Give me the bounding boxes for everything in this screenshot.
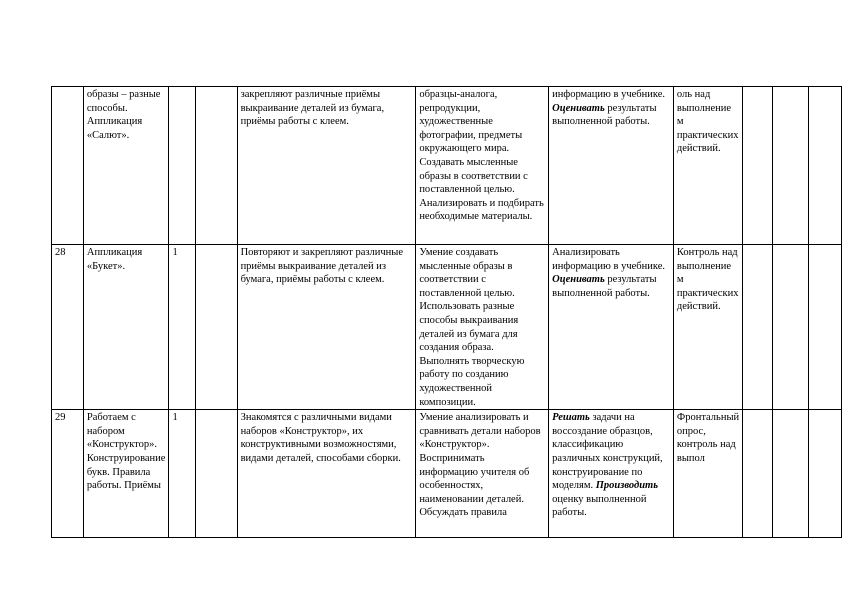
- lesson-date-cell: [196, 87, 237, 245]
- lesson-number-cell: 29: [52, 410, 84, 538]
- extra-cell-2: [773, 245, 809, 410]
- lesson-date-cell: [196, 410, 237, 538]
- universal-emphasis: Оценивать: [552, 102, 605, 114]
- universal-actions-cell: [549, 410, 674, 538]
- table-row: [52, 245, 842, 410]
- lesson-hours-cell: 1: [169, 245, 196, 410]
- lesson-topic-cell: Работаем с набором «Конструктор». Конструирование букв. Правила работы. Приёмы: [83, 410, 169, 538]
- lesson-content-cell: Знакомятся с различными видами наборов «Конструктор», их конструктивными возможностями, видами деталей, способами сборки.: [237, 410, 416, 538]
- universal-text: задачи на воссоздание образцов, классификацию различных конструкций, конструирование по моделям.: [552, 412, 663, 492]
- extra-cell-2: [773, 410, 809, 538]
- lesson-content-cell: Повторяют и закрепляют различные приёмы выкраивание деталей из бумага, приёмы работы с клеем.: [237, 245, 416, 410]
- lesson-date-cell: [196, 245, 237, 410]
- universal-text: информацию в учебнике.: [552, 89, 665, 100]
- control-form-cell: оль над выполнение м практических действий.: [673, 87, 742, 245]
- lesson-number-cell: 28: [52, 245, 84, 410]
- universal-actions-cell: [549, 245, 674, 410]
- universal-text: оценку выполненной работы.: [552, 493, 647, 519]
- lesson-hours-cell: [169, 87, 196, 245]
- subject-skills-cell: Умение создавать мысленные образы в соответствии с поставленной целью. Использовать разные способы выкраивания деталей из бумага для создания образа. Выполнять творческую работу по созданию художественной композиции.: [416, 245, 549, 410]
- lesson-content-cell: закрепляют различные приёмы выкраивание деталей из бумага, приёмы работы с клеем.: [237, 87, 416, 245]
- extra-cell-3: [809, 245, 842, 410]
- extra-cell-1: [743, 245, 773, 410]
- table-row: [52, 87, 842, 245]
- control-form-cell: Контроль над выполнение м практических действий.: [673, 245, 742, 410]
- lesson-topic-cell: образы – разные способы. Аппликация «Салют».: [83, 87, 169, 245]
- extra-cell-3: [809, 87, 842, 245]
- universal-emphasis: Оценивать: [552, 274, 605, 286]
- subject-skills-cell: Умение анализировать и сравнивать детали наборов «Конструктор». Воспринимать информацию учителя об особенностях, наименовании деталей. Обсуждать правила: [416, 410, 549, 538]
- universal-emphasis: Решать: [552, 412, 590, 424]
- universal-emphasis: Производить: [595, 480, 659, 492]
- universal-text: результаты выполненной работы.: [552, 274, 657, 299]
- extra-cell-3: [809, 410, 842, 538]
- extra-cell-2: [773, 87, 809, 245]
- lesson-topic-cell: Аппликация «Букет».: [83, 245, 169, 410]
- subject-skills-cell: образцы-аналога, репродукции, художественные фотографии, предметы окружающего мира. Создавать мысленные образы в соответствии с поставленной целью. Анализировать и подбирать необходимые материалы.: [416, 87, 549, 245]
- universal-text: Анализировать информацию в учебнике.: [552, 247, 665, 272]
- extra-cell-1: [743, 87, 773, 245]
- lesson-hours-cell: 1: [169, 410, 196, 538]
- universal-text: результаты выполненной работы.: [552, 102, 657, 128]
- table-row: [52, 410, 842, 538]
- lesson-plan-table: [51, 86, 842, 538]
- extra-cell-1: [743, 410, 773, 538]
- universal-actions-cell: [549, 87, 674, 245]
- control-form-cell: Фронтальный опрос, контроль над выпол: [673, 410, 742, 538]
- lesson-number-cell: [52, 87, 84, 245]
